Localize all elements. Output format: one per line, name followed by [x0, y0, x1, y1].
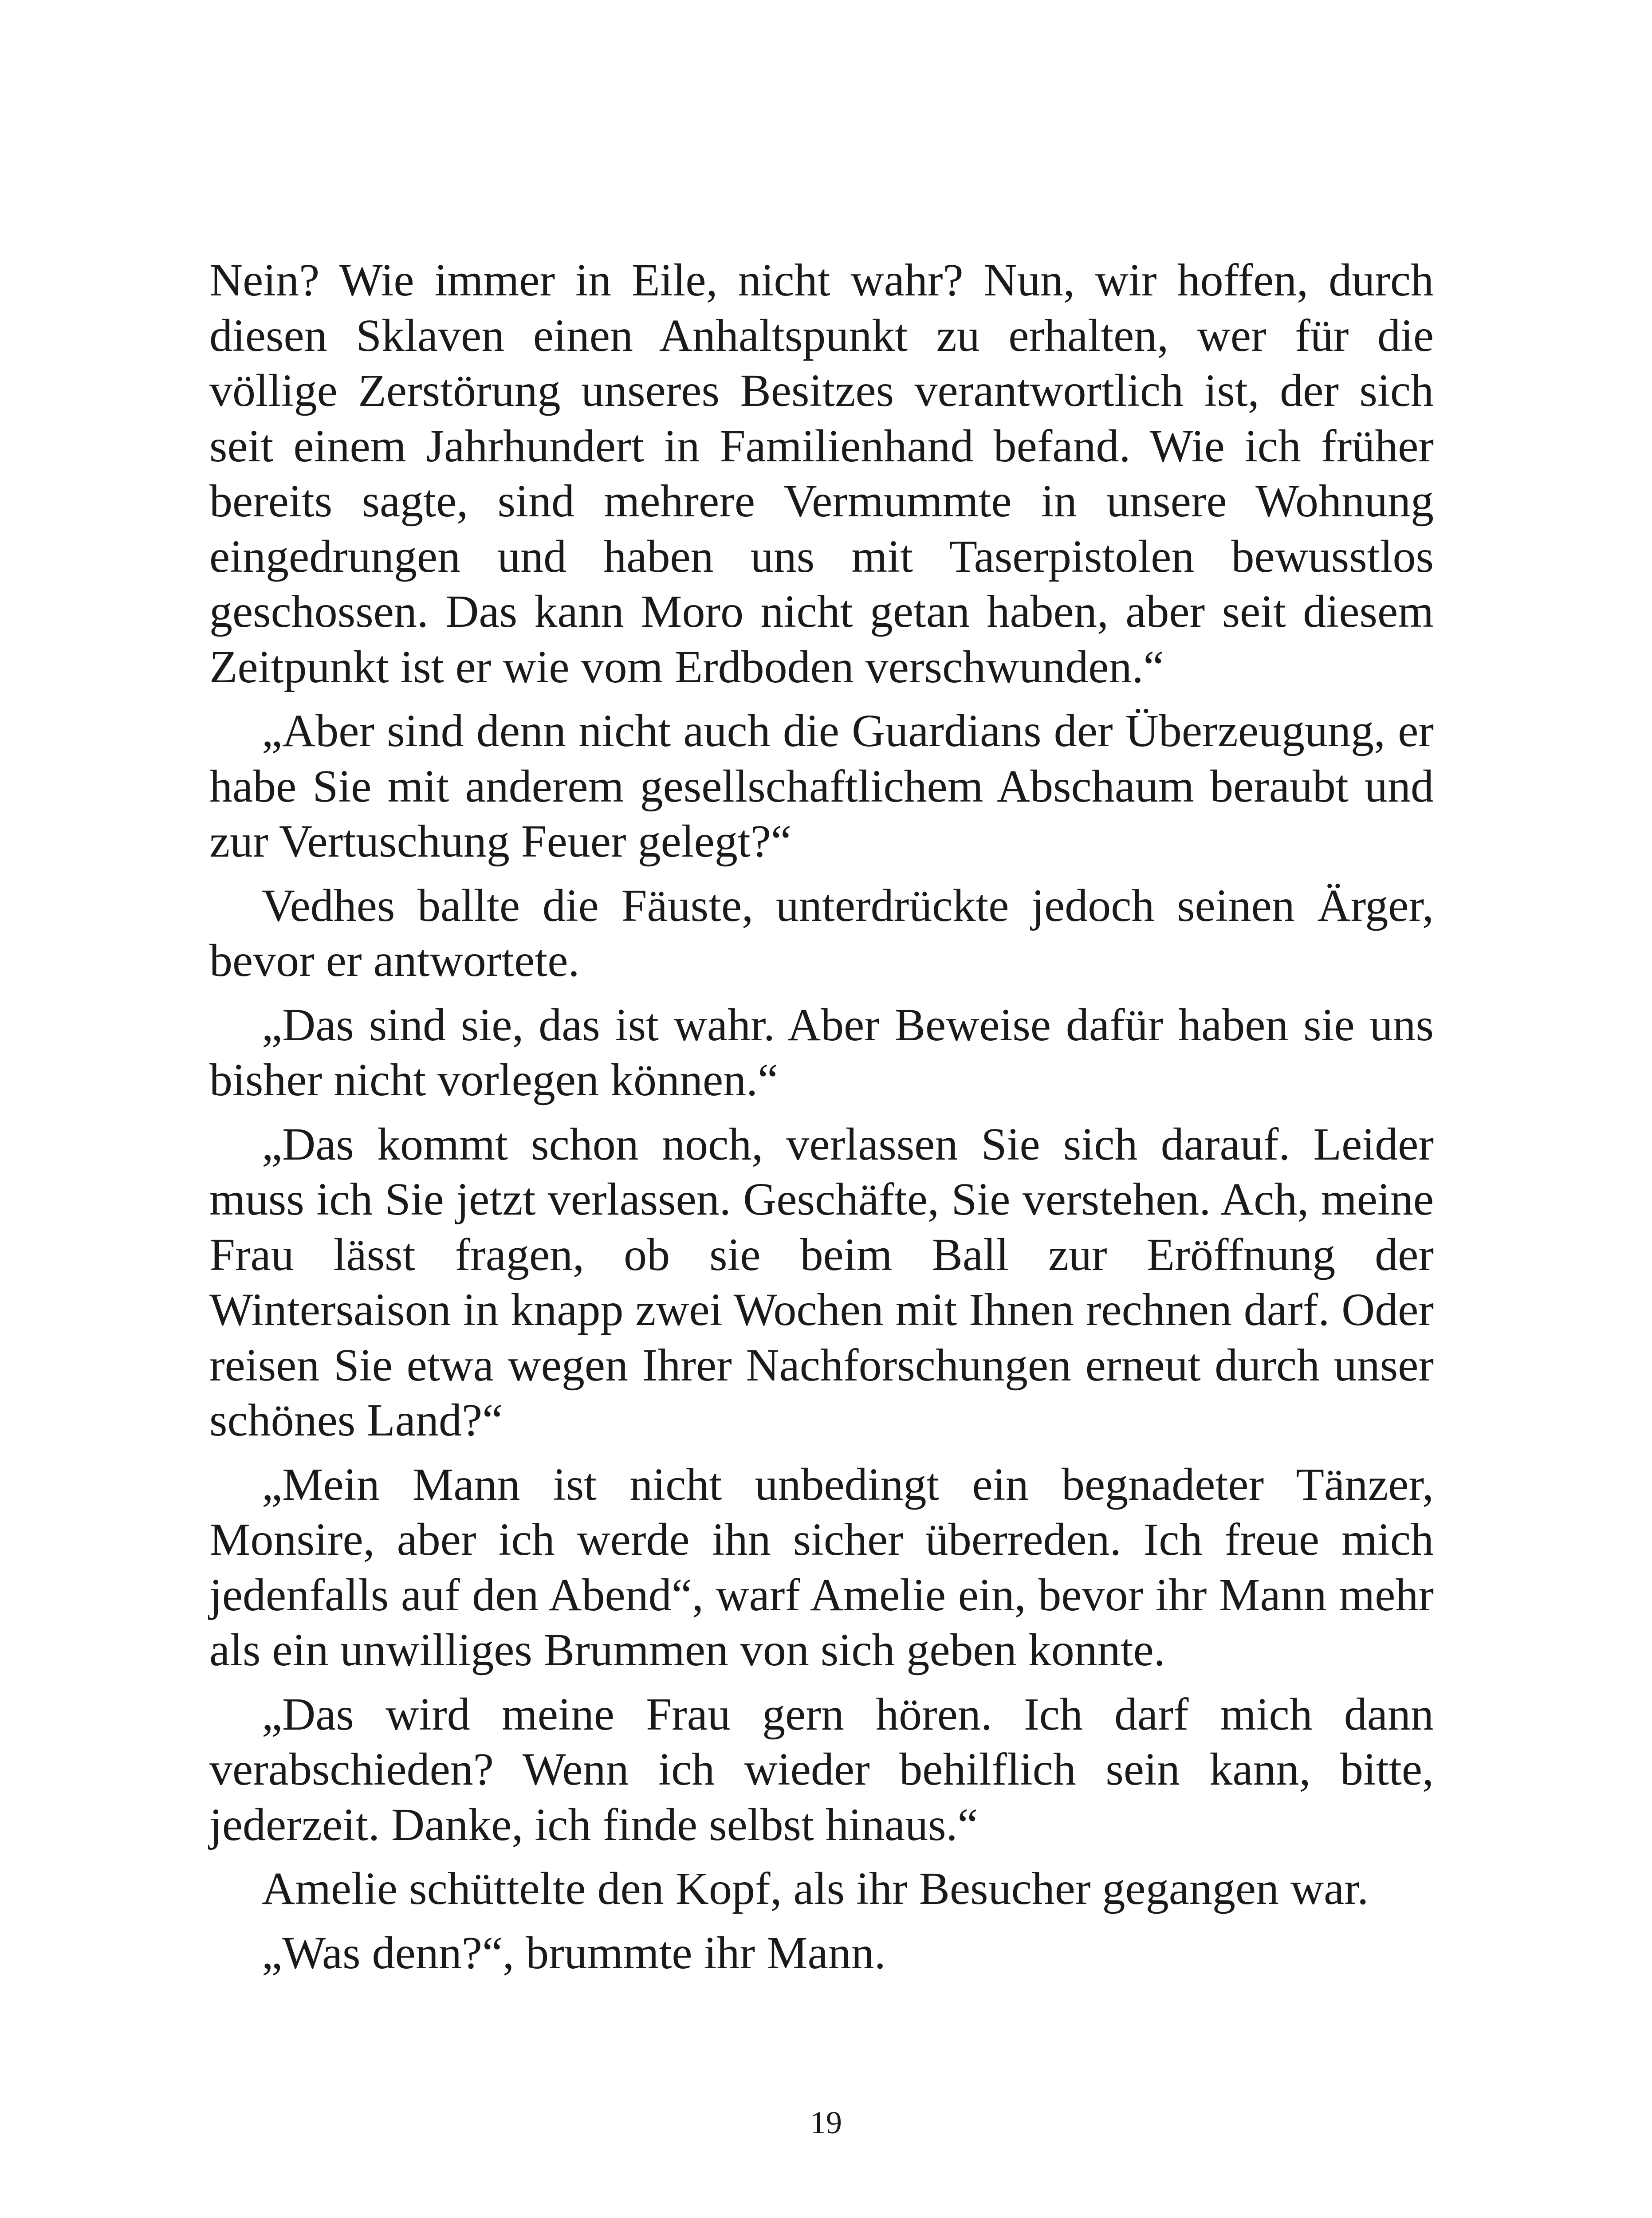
body-text: [209, 253, 1434, 1990]
paragraph-2: „Aber sind denn nicht auch die Guardians der Überzeugung, er habe Sie mit anderem gesellschaftlichem Abschaum beraubt und zur Vertuschung Feuer gelegt?“: [209, 705, 1434, 867]
paragraph-8: Amelie schüttelte den Kopf, als ihr Besucher gegangen war.: [262, 1863, 1369, 1914]
paragraph-6: „Mein Mann ist nicht unbedingt ein begnadeter Tänzer, Monsire, aber ich werde ihn sicher überreden. Ich freue mich jedenfalls auf den Abend“, warf Amelie ein, bevor ihr Mann mehr als ein unwilliges Brummen von sich geben konnte.: [209, 1459, 1434, 1675]
paragraph-4: „Das sind sie, das ist wahr. Aber Beweise dafür haben sie uns bisher nicht vorlegen können.“: [209, 999, 1434, 1105]
paragraph-9: „Was denn?“, brummte ihr Mann.: [262, 1927, 886, 1978]
page-number: 19: [810, 2105, 842, 2140]
paragraph-3: Vedhes ballte die Fäuste, unterdrückte jedoch seinen Ärger, bevor er antwortete.: [209, 880, 1434, 986]
paragraph-5: „Das kommt schon noch, verlassen Sie sich darauf. Leider muss ich Sie jetzt verlassen. Geschäfte, Sie verstehen. Ach, meine Frau lässt fragen, ob sie beim Ball zur Eröffnung der Wintersaison in knapp zwei Wochen mit Ihnen rechnen darf. Oder reisen Sie etwa wegen Ihrer Nachforschungen erneut durch unser schönes Land?“: [209, 1118, 1434, 1446]
paragraph-1: Nein? Wie immer in Eile, nicht wahr? Nun, wir hoffen, durch diesen Sklaven einen Anhaltspunkt zu erhalten, wer für die völlige Zerstörung unseres Besitzes verantwortlich ist, der sich seit einem Jahrhundert in Familienhand befand. Wie ich früher bereits sagte, sind mehrere Vermummte in unsere Wohnung eingedrungen und haben uns mit Taserpistolen bewusstlos geschossen. Das kann Moro nicht getan haben, aber seit diesem Zeitpunkt ist er wie vom Erdboden verschwunden.“: [209, 255, 1434, 692]
paragraph-7: „Das wird meine Frau gern hören. Ich darf mich dann verabschieden? Wenn ich wieder behilflich sein kann, bitte, jederzeit. Danke, ich finde selbst hinaus.“: [209, 1688, 1434, 1850]
